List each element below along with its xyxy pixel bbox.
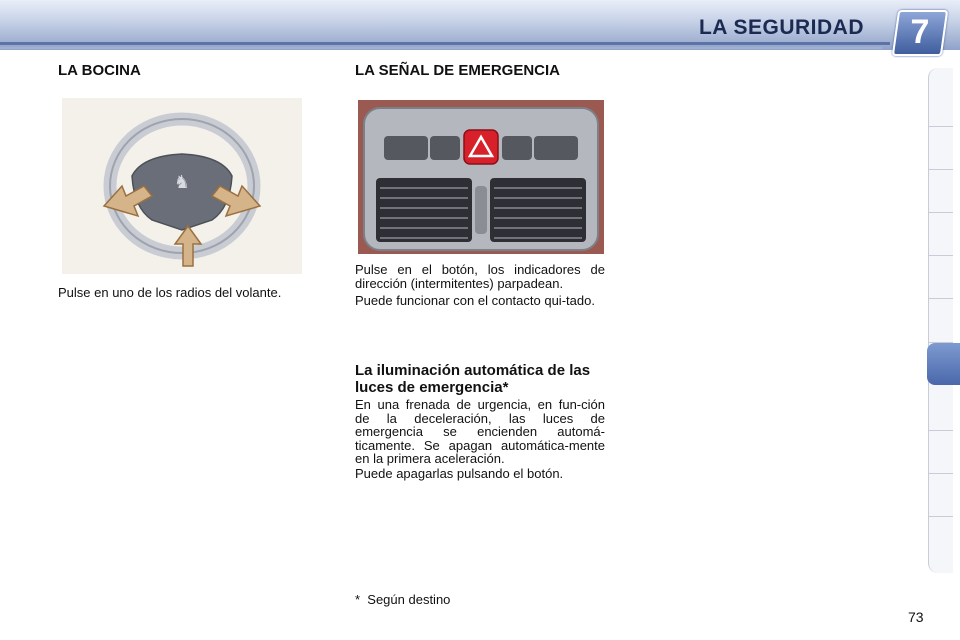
auto-hazard-paragraph-1: En una frenada de urgencia, en fun-ción de la deceleración, las luces de emergencia se encienden automá-ticamente. Se apagan automática-mente en la primera aceleración. [355,397,605,466]
console-button-right-1 [502,136,532,160]
hazard-console-illustration [358,100,604,254]
chapter-tab-divider [929,126,953,127]
header-rule [0,42,890,45]
horn-paragraph: Pulse en uno de los radios del volante. [58,285,282,300]
horn-heading: LA BOCINA [58,62,141,79]
hazard-heading: LA SEÑAL DE EMERGENCIA [355,62,561,79]
chapter-tab-divider [929,298,953,299]
hazard-paragraph-2: Puede funcionar con el contacto qui-tado. [355,293,595,308]
hazard-paragraph-1: Pulse en el botón, los indicadores de dirección (intermitentes) parpadean. [355,262,605,291]
brand-emblem-icon: ♞ [173,172,191,193]
chapter-title: LA SEGURIDAD [698,16,864,39]
chapter-tab-divider [929,516,953,517]
vent-control-wheel [475,186,487,234]
chapter-tab-divider [929,169,953,170]
console-button-left-2 [430,136,460,160]
chapter-tab-divider [929,430,953,431]
steering-wheel-illustration [62,98,302,274]
page-number: 73 [908,609,924,625]
console-button-right-2 [534,136,578,160]
footnote: * Según destino [355,592,451,607]
console-button-left-1 [384,136,428,160]
chapter-tab-divider [929,212,953,213]
chapter-tab-divider [929,473,953,474]
chapter-tab-strip [928,68,953,573]
chapter-tab-divider [929,255,953,256]
auto-hazard-heading: La iluminación automática de las luces de emergencia* [355,362,591,396]
header-rule-secondary [0,47,882,49]
chapter-number: 7 [910,13,930,51]
auto-hazard-paragraph-2: Puede apagarlas pulsando el botón. [355,466,564,481]
chapter-tab-active[interactable] [927,343,960,385]
